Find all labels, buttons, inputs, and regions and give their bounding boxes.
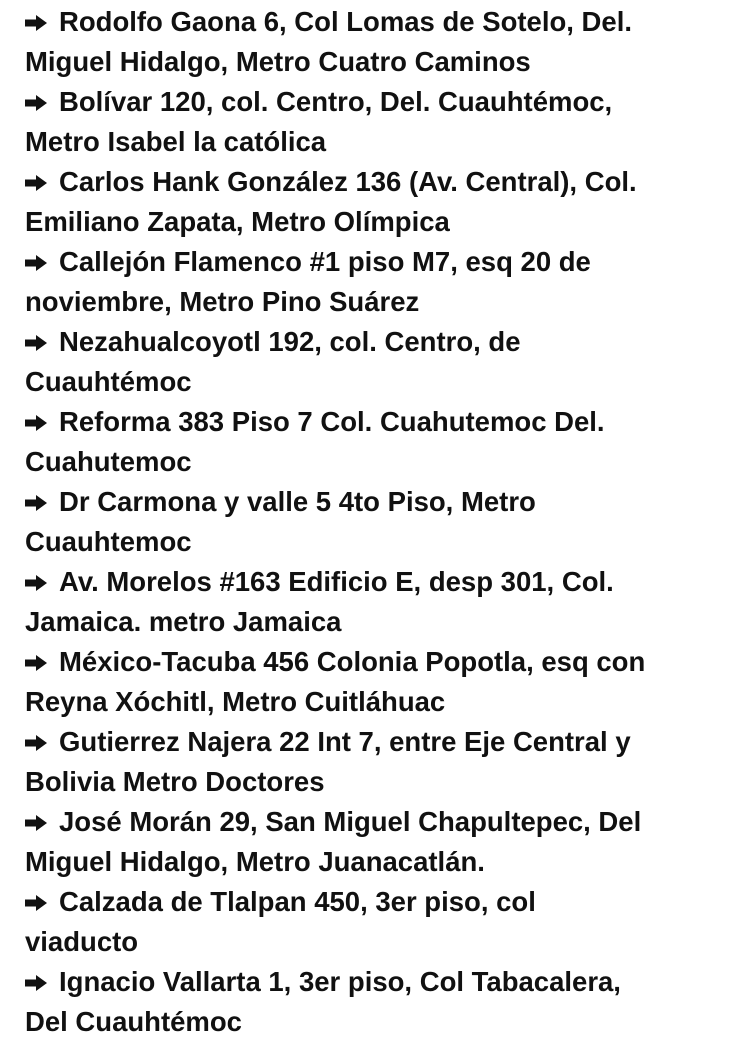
address-line1: Bolívar 120, col. Centro, Del. Cuauhtémoc, <box>59 86 613 117</box>
address-item <box>25 482 740 562</box>
address-item <box>25 242 740 322</box>
address-line2: Bolivia Metro Doctores <box>25 766 325 797</box>
address-line2: Metro Isabel la católica <box>25 126 327 157</box>
right-arrow-icon <box>25 15 47 31</box>
address-item <box>25 802 740 882</box>
address-line1: Reforma 383 Piso 7 Col. Cuahutemoc Del. <box>59 406 605 437</box>
address-line2: Del Cuauhtémoc <box>25 1006 242 1037</box>
right-arrow-icon <box>25 895 47 911</box>
address-item <box>25 402 740 482</box>
address-line2: Jamaica. metro Jamaica <box>25 606 342 637</box>
address-line2: viaducto <box>25 926 139 957</box>
address-item <box>25 722 740 802</box>
address-item <box>25 562 740 642</box>
address-item <box>25 882 740 962</box>
address-item <box>25 322 740 402</box>
right-arrow-icon <box>25 95 47 111</box>
address-line2: Cuauhtémoc <box>25 366 192 397</box>
address-line2: Cuauhtemoc <box>25 526 192 557</box>
address-line1: Gutierrez Najera 22 Int 7, entre Eje Central y <box>59 726 631 757</box>
address-line2: noviembre, Metro Pino Suárez <box>25 286 420 317</box>
address-list <box>25 2 740 1042</box>
address-item <box>25 962 740 1042</box>
right-arrow-icon <box>25 655 47 671</box>
address-line2: Reyna Xóchitl, Metro Cuitláhuac <box>25 686 446 717</box>
address-line1: México-Tacuba 456 Colonia Popotla, esq con <box>59 646 646 677</box>
address-line2: Emiliano Zapata, Metro Olímpica <box>25 206 450 237</box>
right-arrow-icon <box>25 575 47 591</box>
address-line1: Rodolfo Gaona 6, Col Lomas de Sotelo, Del. <box>59 6 632 37</box>
address-line1: Av. Morelos #163 Edificio E, desp 301, Col. <box>59 566 614 597</box>
right-arrow-icon <box>25 495 47 511</box>
right-arrow-icon <box>25 815 47 831</box>
address-line1: Nezahualcoyotl 192, col. Centro, de <box>59 326 521 357</box>
address-line1: Carlos Hank González 136 (Av. Central), Col. <box>59 166 637 197</box>
address-line1: Callejón Flamenco #1 piso M7, esq 20 de <box>59 246 591 277</box>
address-line1: José Morán 29, San Miguel Chapultepec, Del <box>59 806 642 837</box>
right-arrow-icon <box>25 975 47 991</box>
right-arrow-icon <box>25 175 47 191</box>
right-arrow-icon <box>25 735 47 751</box>
right-arrow-icon <box>25 255 47 271</box>
address-item <box>25 2 740 82</box>
address-item <box>25 82 740 162</box>
right-arrow-icon <box>25 415 47 431</box>
address-line2: Miguel Hidalgo, Metro Juanacatlán. <box>25 846 485 877</box>
address-line1: Calzada de Tlalpan 450, 3er piso, col <box>59 886 536 917</box>
right-arrow-icon <box>25 335 47 351</box>
address-line2: Cuahutemoc <box>25 446 192 477</box>
address-line1: Ignacio Vallarta 1, 3er piso, Col Tabacalera, <box>59 966 621 997</box>
address-line1: Dr Carmona y valle 5 4to Piso, Metro <box>59 486 536 517</box>
address-item <box>25 162 740 242</box>
address-item <box>25 642 740 722</box>
address-line2: Miguel Hidalgo, Metro Cuatro Caminos <box>25 46 531 77</box>
